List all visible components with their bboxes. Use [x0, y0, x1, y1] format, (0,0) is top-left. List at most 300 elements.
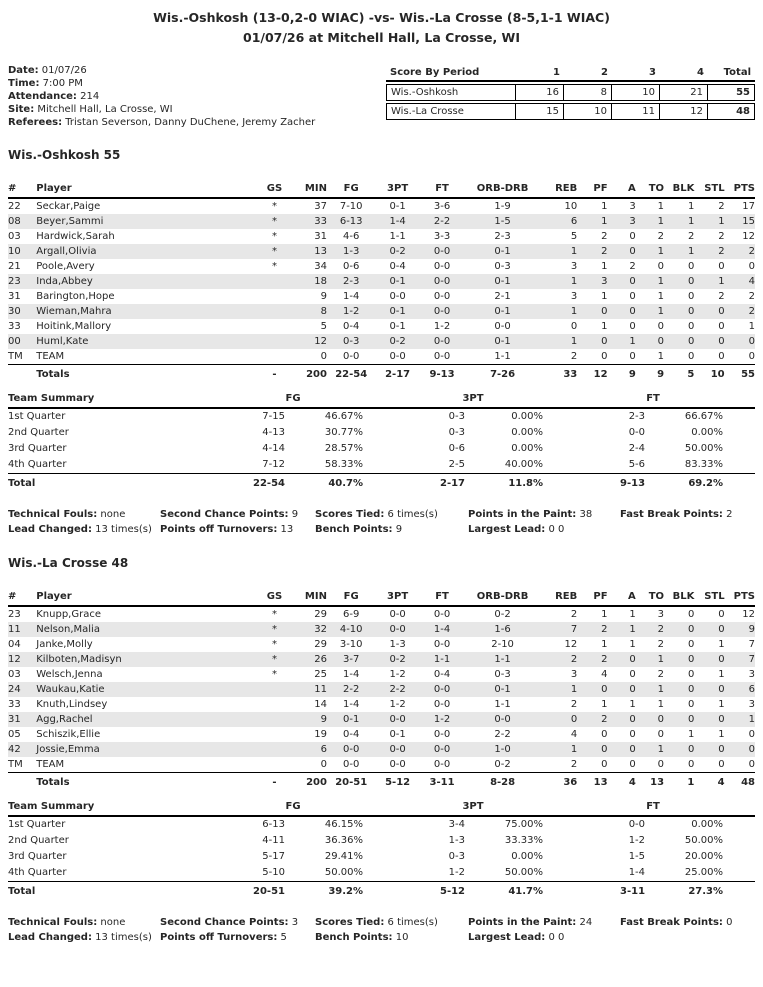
summary-col-header: FG [223, 391, 363, 408]
stat-value: 1-2 [343, 306, 360, 317]
stat-value: 1-0 [494, 744, 511, 755]
stat-value: 1-2 [433, 321, 451, 332]
stat-label: Points in the Paint: [468, 509, 577, 520]
summary-made-att: 1-2 [628, 835, 646, 846]
stat-value: 2-10 [491, 639, 514, 650]
summary-made-att: 0-3 [448, 411, 466, 422]
team-section-lacrosse [8, 556, 755, 945]
stat-value: 4 [748, 276, 755, 287]
summary-pct: 0.00% [511, 411, 544, 422]
stat-value: 2 [601, 246, 608, 257]
summary-header-gap [723, 799, 755, 816]
stat-value: 0 [748, 729, 755, 740]
totals-value: 22-54 [335, 369, 368, 380]
summary-header-gap [543, 799, 583, 816]
summary-row [8, 833, 755, 849]
stat-value: 1 [718, 699, 725, 710]
stat-value: * [271, 216, 277, 227]
totals-value: 4 [717, 777, 725, 788]
stat-value: * [271, 231, 277, 242]
summary-pct: 50.00% [684, 835, 724, 846]
stat-value: 1 [570, 306, 578, 317]
score-period-value: 16 [516, 84, 564, 101]
stat-value: 1 [657, 276, 665, 287]
stat-value: 1 [601, 321, 608, 332]
summary-row [8, 865, 755, 882]
summary-gap [723, 865, 755, 882]
stat-value: 0-0 [420, 349, 464, 365]
stat-label: Scores Tied: [315, 917, 385, 928]
stat-note: Bench Points: 9 [315, 524, 403, 535]
stat-value: 14 [314, 699, 327, 710]
stat-value: 0-0 [433, 276, 451, 287]
stat-value: 0-1 [494, 336, 511, 347]
stat-value: 1 [687, 246, 695, 257]
stat-value: 6 [748, 684, 755, 695]
stat-label: Points off Turnovers: [160, 524, 278, 535]
stat-value: 33 [8, 699, 21, 710]
stat-notes-row [8, 915, 755, 930]
stat-value: 0-0 [389, 291, 406, 302]
summary-row [8, 408, 755, 425]
summary-pct: 50.00% [324, 867, 364, 878]
summary-gap [363, 882, 403, 901]
stat-value: 0 [687, 684, 695, 695]
stat-value: 0 [289, 349, 327, 365]
stat-value: 0 [657, 729, 665, 740]
summary-gap [363, 833, 403, 849]
stat-value: 0-0 [433, 246, 451, 257]
box-col-header: BLK [664, 589, 694, 606]
player-row [8, 244, 755, 259]
score-period-value: 11 [612, 103, 660, 120]
stat-label: Largest Lead: [468, 524, 546, 535]
box-col-header: BLK [664, 181, 694, 198]
stat-value: 1 [570, 276, 578, 287]
stat-note: Second Chance Points: 3 [160, 917, 299, 928]
stat-value: 9 [748, 624, 755, 635]
stat-value: 0-1 [389, 306, 406, 317]
stat-note [620, 930, 755, 945]
summary-pct: 66.67% [684, 411, 724, 422]
score-by-period-body [386, 84, 755, 120]
stat-value: 0 [601, 744, 608, 755]
summary-col-header: FT [583, 391, 723, 408]
stat-value: 2 [570, 699, 578, 710]
stat-value: 0-2 [464, 757, 541, 773]
stat-value: 03 [8, 669, 21, 680]
stat-value: 1 [601, 216, 608, 227]
stat-value: 1-2 [433, 714, 451, 725]
stat-value: 1-1 [464, 349, 541, 365]
player-row [8, 259, 755, 274]
totals-value: 200 [306, 777, 327, 788]
stat-label: Attendance: [8, 91, 77, 102]
stat-value: 12 [742, 609, 755, 620]
player-name: Beyer,Sammi [36, 216, 104, 227]
summary-pct: 0.00% [511, 427, 544, 438]
score-team-name: Wis.-Oshkosh [386, 84, 516, 101]
report-title-line1: Wis.-Oshkosh (13-0,2-0 WIAC) -vs- Wis.-La Crosse (8-5,1-1 WIAC) [153, 10, 610, 25]
stat-value: 0 [718, 336, 725, 347]
stat-value: 1 [601, 609, 608, 620]
summary-row-label: 3rd Quarter [8, 851, 67, 862]
stat-value: 1 [657, 291, 665, 302]
player-name: Knupp,Grace [36, 609, 101, 620]
stat-value: 0-1 [494, 306, 511, 317]
stat-value: 0 [629, 276, 636, 287]
totals-value: 20-51 [335, 777, 368, 788]
player-name: Poole,Avery [36, 261, 95, 272]
stat-value: 2-1 [494, 291, 511, 302]
summary-made-att: 3-11 [583, 882, 645, 901]
totals-value: - [272, 369, 277, 380]
score-by-period-table [386, 64, 755, 122]
score-col-header: 4 [660, 66, 708, 82]
stat-value: 0 [687, 336, 695, 347]
score-period-value: 10 [612, 84, 660, 101]
stat-value: 1-4 [433, 624, 451, 635]
stat-label: Referees: [8, 117, 63, 128]
summary-pct: 83.33% [684, 459, 724, 470]
stat-value: * [271, 246, 277, 257]
stat-value: 3 [570, 291, 578, 302]
player-name: Wieman,Mahra [36, 306, 112, 317]
stat-value: 0 [629, 231, 636, 242]
team-heading: Wis.-Oshkosh 55 [8, 148, 121, 162]
stat-value: 0-0 [327, 757, 375, 773]
stat-value: 1 [718, 729, 725, 740]
stat-value: TM [8, 757, 36, 773]
summary-gap [723, 833, 755, 849]
player-name: Jossie,Emma [36, 744, 100, 755]
stat-value [260, 289, 288, 304]
stat-value: 15 [742, 216, 755, 227]
stat-value: 0 [629, 321, 636, 332]
box-col-header: STL [694, 589, 724, 606]
stat-value: 11 [314, 684, 327, 695]
stat-value: 1 [718, 639, 725, 650]
stat-value: 29 [314, 639, 327, 650]
summary-pct: 28.57% [324, 443, 364, 454]
stat-value: 0 [657, 261, 665, 272]
summary-made-att: 1-4 [628, 867, 646, 878]
stat-value: 0 [718, 306, 725, 317]
stat-value: 0 [629, 684, 636, 695]
stat-value: 2 [657, 639, 665, 650]
stat-value: 1-4 [343, 699, 360, 710]
box-col-header: PTS [725, 589, 755, 606]
stat-value: 0 [718, 321, 725, 332]
box-col-header: PF [577, 181, 607, 198]
stat-value: 0 [608, 757, 636, 773]
stat-value: 0-0 [433, 639, 451, 650]
stat-value: 0-3 [343, 336, 360, 347]
stat-value: 3 [748, 699, 755, 710]
summary-gap [723, 882, 755, 901]
stat-value: 0 [687, 261, 695, 272]
stat-value: 2 [541, 349, 577, 365]
stat-value: 0 [718, 624, 725, 635]
totals-value: 4 [628, 777, 636, 788]
stat-label: Points in the Paint: [468, 917, 577, 928]
stat-value: 2 [629, 261, 636, 272]
summary-made-att: 7-12 [262, 459, 285, 470]
stat-label: Time: [8, 78, 40, 89]
stat-value: 4-10 [339, 624, 363, 635]
player-row [8, 304, 755, 319]
totals-value: 36 [563, 777, 578, 788]
totals-value: 200 [306, 369, 327, 380]
summary-pct: 46.15% [324, 819, 364, 830]
stat-note: Fast Break Points: 2 [620, 509, 733, 520]
score-row [386, 84, 755, 101]
player-name: Hardwick,Sarah [36, 231, 115, 242]
stat-note: Largest Lead: 0 0 [468, 524, 565, 535]
stat-value: 0-0 [433, 336, 451, 347]
summary-row [8, 816, 755, 833]
game-info-line: Referees: Tristan Severson, Danny DuChene, Jeremy Zacher [8, 117, 316, 128]
summary-gap [543, 849, 583, 865]
stat-value: 2 [570, 609, 578, 620]
stat-value: 1-2 [389, 669, 406, 680]
box-col-header: TO [636, 589, 664, 606]
stat-value: 4 [601, 669, 608, 680]
stat-value: 2 [748, 291, 755, 302]
score-period-value: 8 [564, 84, 612, 101]
summary-pct: 0.00% [511, 851, 544, 862]
report-title-line2: 01/07/26 at Mitchell Hall, La Crosse, WI [243, 30, 520, 45]
box-col-header: Player [36, 181, 260, 198]
player-name: Knuth,Lindsey [36, 699, 108, 710]
stat-value: 1-4 [343, 291, 360, 302]
stat-value: 0 [629, 669, 636, 680]
stat-value: 0-1 [494, 276, 511, 287]
summary-made-att: 4-11 [262, 835, 285, 846]
stat-note: Fast Break Points: 0 [620, 917, 733, 928]
stat-value [260, 727, 288, 742]
player-name: Nelson,Malia [36, 624, 100, 635]
stat-value [260, 319, 288, 334]
summary-made-att: 2-5 [448, 459, 466, 470]
box-col-header: MIN [289, 589, 327, 606]
stat-value [260, 697, 288, 712]
stat-note: Points in the Paint: 24 [468, 917, 593, 928]
stat-value [260, 274, 288, 289]
stat-value: 1 [629, 609, 636, 620]
stat-value: 0 [570, 321, 578, 332]
summary-pct: 0.00% [691, 427, 724, 438]
stat-value: 0-4 [433, 669, 451, 680]
summary-pct: 40.00% [504, 459, 544, 470]
stat-value: 0-1 [494, 684, 511, 695]
stat-value: 2 [748, 246, 755, 257]
stat-value: 0 [687, 669, 695, 680]
stat-value: 0-0 [420, 757, 464, 773]
stat-value: 2 [541, 757, 577, 773]
player-row [8, 606, 755, 622]
score-total-value: 48 [708, 103, 755, 120]
stat-note: Points in the Paint: 38 [468, 509, 593, 520]
totals-value: 13 [650, 777, 665, 788]
stat-value: 0 [664, 349, 694, 365]
stat-value: 1 [601, 699, 608, 710]
stat-value: 1-6 [494, 624, 511, 635]
box-col-header: STL [694, 181, 724, 198]
summary-gap [543, 882, 583, 901]
stat-value: 23 [8, 276, 21, 287]
stat-note: Bench Points: 10 [315, 932, 409, 943]
stat-value: 1-4 [389, 216, 406, 227]
stat-value: 1 [570, 246, 578, 257]
totals-value: 1 [687, 777, 695, 788]
summary-header-gap [543, 391, 583, 408]
summary-row-label: 4th Quarter [8, 867, 67, 878]
summary-gap [543, 408, 583, 425]
summary-made-att: 4-13 [262, 427, 285, 438]
stat-value: 0-1 [343, 714, 360, 725]
stat-value: 0 [687, 276, 695, 287]
stat-value: 0 [687, 291, 695, 302]
summary-gap [543, 457, 583, 474]
summary-pct: 30.77% [324, 427, 364, 438]
summary-header-gap [363, 391, 403, 408]
stat-value: 0 [629, 246, 636, 257]
score-col-header: 1 [516, 66, 564, 82]
team-heading: Wis.-La Crosse 48 [8, 556, 129, 570]
stat-notes-table [8, 915, 755, 945]
stat-value [260, 304, 288, 319]
player-name: Janke,Molly [36, 639, 93, 650]
stat-value: 22 [8, 201, 21, 212]
stat-value: 32 [314, 624, 327, 635]
summary-gap [723, 849, 755, 865]
summary-row-label: 1st Quarter [8, 819, 66, 830]
stat-value: 2 [718, 201, 725, 212]
box-col-header: 3PT [375, 181, 419, 198]
summary-gap [363, 408, 403, 425]
summary-total-row [8, 474, 755, 493]
stat-value: 3-3 [433, 231, 451, 242]
summary-made-att: 2-4 [628, 443, 646, 454]
stat-value [260, 349, 288, 365]
summary-gap [543, 816, 583, 833]
stat-label: Fast Break Points: [620, 917, 723, 928]
summary-gap [363, 865, 403, 882]
stat-value: 1-1 [494, 699, 511, 710]
stat-value: 2 [601, 714, 608, 725]
stat-value: 1-9 [494, 201, 511, 212]
summary-gap [363, 425, 403, 441]
totals-value: 9-13 [429, 369, 455, 380]
stat-value: 0 [601, 306, 608, 317]
stat-value [260, 742, 288, 757]
stat-value: 0 [718, 261, 725, 272]
stat-value: 0 [718, 714, 725, 725]
stat-value: 2-2 [494, 729, 511, 740]
stat-value: 0-4 [343, 321, 360, 332]
stat-value: 30 [8, 306, 21, 317]
player-row [8, 622, 755, 637]
box-header-row [8, 589, 755, 606]
summary-pct: 25.00% [684, 867, 724, 878]
stat-note: Second Chance Points: 9 [160, 509, 299, 520]
summary-header-row [8, 391, 755, 408]
player-row [8, 319, 755, 334]
stat-value: 11 [8, 624, 21, 635]
summary-col-header: Team Summary [8, 391, 223, 408]
stat-value: 0 [601, 729, 608, 740]
stat-value: 1 [570, 744, 578, 755]
summary-gap [723, 408, 755, 425]
summary-col-header: FG [223, 799, 363, 816]
stat-value: * [271, 669, 277, 680]
stat-label: Bench Points: [315, 932, 393, 943]
stat-value: 1 [657, 654, 665, 665]
summary-gap [543, 865, 583, 882]
stat-value: 10 [564, 201, 578, 212]
stat-value [260, 682, 288, 697]
game-info-line: Time: 7:00 PM [8, 78, 83, 89]
score-team-name: Wis.-La Crosse [386, 103, 516, 120]
stat-value: 1 [718, 216, 725, 227]
stat-value: 1 [657, 744, 665, 755]
totals-value: Totals [36, 369, 70, 380]
stat-value: 0-3 [494, 669, 511, 680]
stat-label: Second Chance Points: [160, 917, 289, 928]
stat-value: 23 [8, 609, 21, 620]
score-period-value: 21 [660, 84, 708, 101]
stat-value: 1 [629, 699, 636, 710]
stat-value: 08 [8, 216, 21, 227]
summary-row-label: Total [8, 882, 223, 901]
stat-value: 0-0 [433, 291, 451, 302]
stat-value: 0 [687, 624, 695, 635]
stat-value: 1 [687, 216, 695, 227]
box-score-table [8, 181, 755, 382]
summary-made-att: 20-51 [223, 882, 285, 901]
summary-col-header: 3PT [403, 799, 543, 816]
summary-made-att: 5-10 [262, 867, 285, 878]
box-col-header: # [8, 181, 36, 198]
stat-value: 3 [748, 669, 755, 680]
stat-value: 0 [694, 349, 724, 365]
summary-made-att: 0-3 [448, 851, 466, 862]
score-col-header: 3 [612, 66, 660, 82]
stat-value: 12 [564, 639, 578, 650]
score-row [386, 103, 755, 120]
summary-made-att: 2-17 [403, 474, 465, 493]
totals-value: 8-28 [490, 777, 516, 788]
stat-value: 33 [8, 321, 21, 332]
stat-value: 7 [570, 624, 578, 635]
game-meta-row [8, 64, 755, 129]
summary-made-att: 0-0 [628, 427, 646, 438]
box-col-header: ORB-DRB [464, 181, 541, 198]
box-col-header: ORB-DRB [464, 589, 541, 606]
player-name: Agg,Rachel [36, 714, 93, 725]
stat-value: 00 [8, 336, 21, 347]
player-name: Waukau,Katie [36, 684, 105, 695]
stat-value: 0 [725, 757, 755, 773]
stat-label: Points off Turnovers: [160, 932, 278, 943]
stat-notes-row [8, 930, 755, 945]
stat-value: 1-1 [433, 654, 451, 665]
stat-value: 0-0 [433, 744, 451, 755]
stat-value: 6-9 [343, 609, 360, 620]
totals-value: 5 [687, 369, 695, 380]
stat-value: 3 [657, 609, 665, 620]
